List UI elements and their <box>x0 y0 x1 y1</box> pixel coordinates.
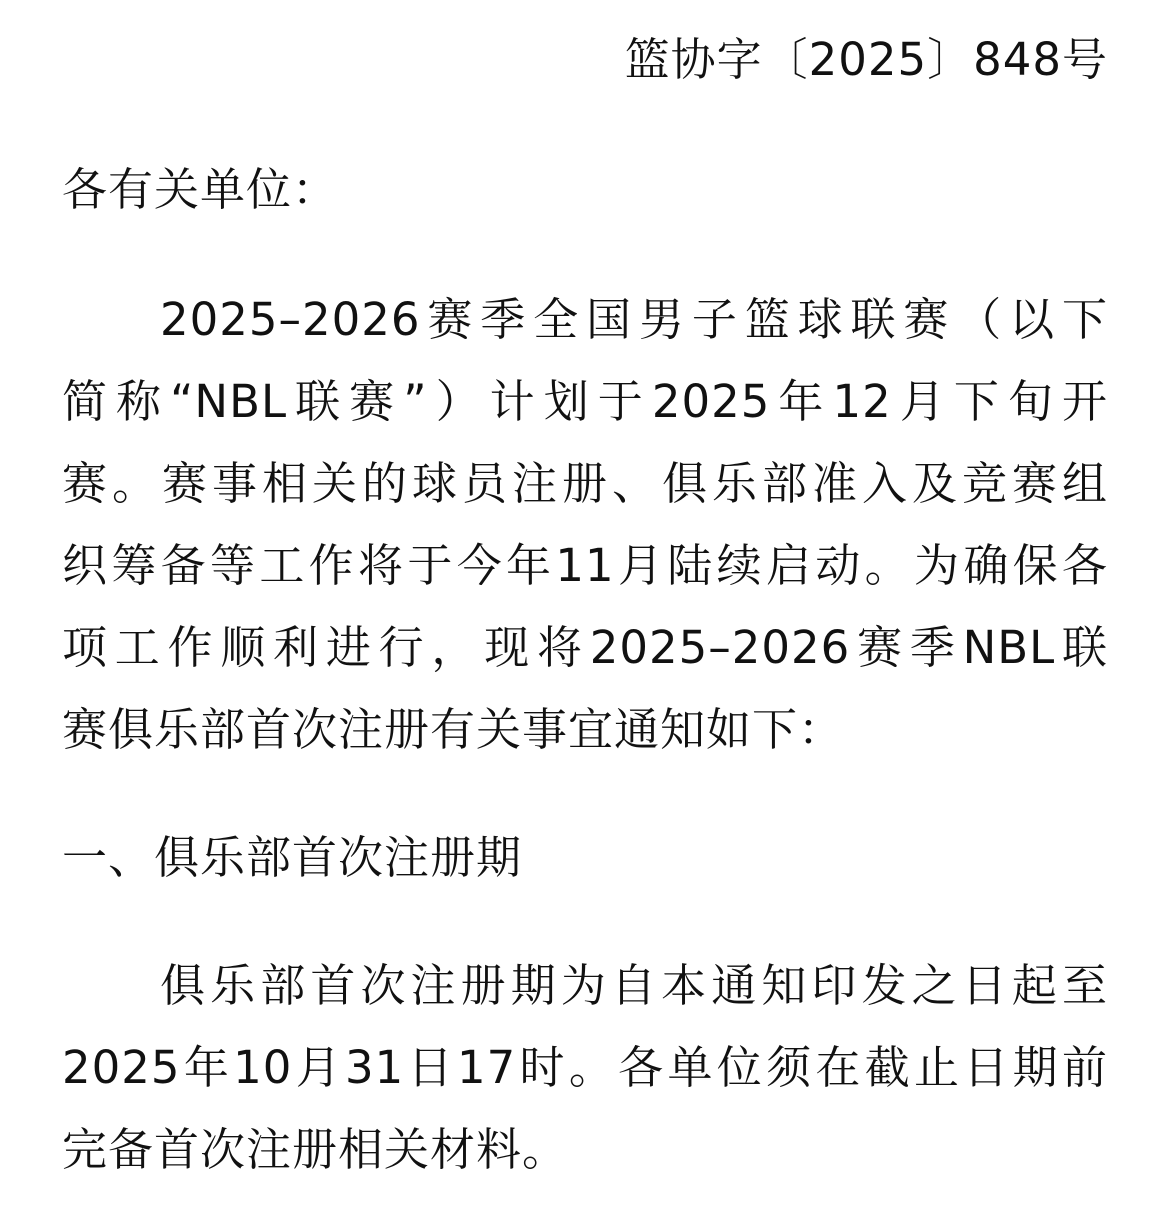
paragraph-line: 赛。赛事相关的球员注册、俱乐部准入及竞赛组 <box>62 457 1108 510</box>
section-heading: 一、俱乐部首次注册期 <box>62 831 523 884</box>
paragraph-line: 完备首次注册相关材料。 <box>62 1123 569 1176</box>
paragraph-line: 2025–2026赛季全国男子篮球联赛（以下 <box>160 293 1108 346</box>
salutation: 各有关单位： <box>62 163 339 216</box>
paragraph-line: 2025年10月31日17时。各单位须在截止日期前 <box>62 1041 1108 1094</box>
paragraph-line: 简称“NBL联赛”）计划于2025年12月下旬开 <box>62 375 1108 428</box>
document-number: 篮协字〔2025〕848号 <box>624 33 1108 86</box>
paragraph-line: 俱乐部首次注册期为自本通知印发之日起至 <box>160 959 1108 1012</box>
paragraph-line: 织筹备等工作将于今年11月陆续启动。为确保各 <box>62 539 1108 592</box>
paragraph-line: 赛俱乐部首次注册有关事宜通知如下： <box>62 703 845 756</box>
paragraph-line: 项工作顺利进行，现将2025–2026赛季NBL联 <box>62 621 1108 674</box>
